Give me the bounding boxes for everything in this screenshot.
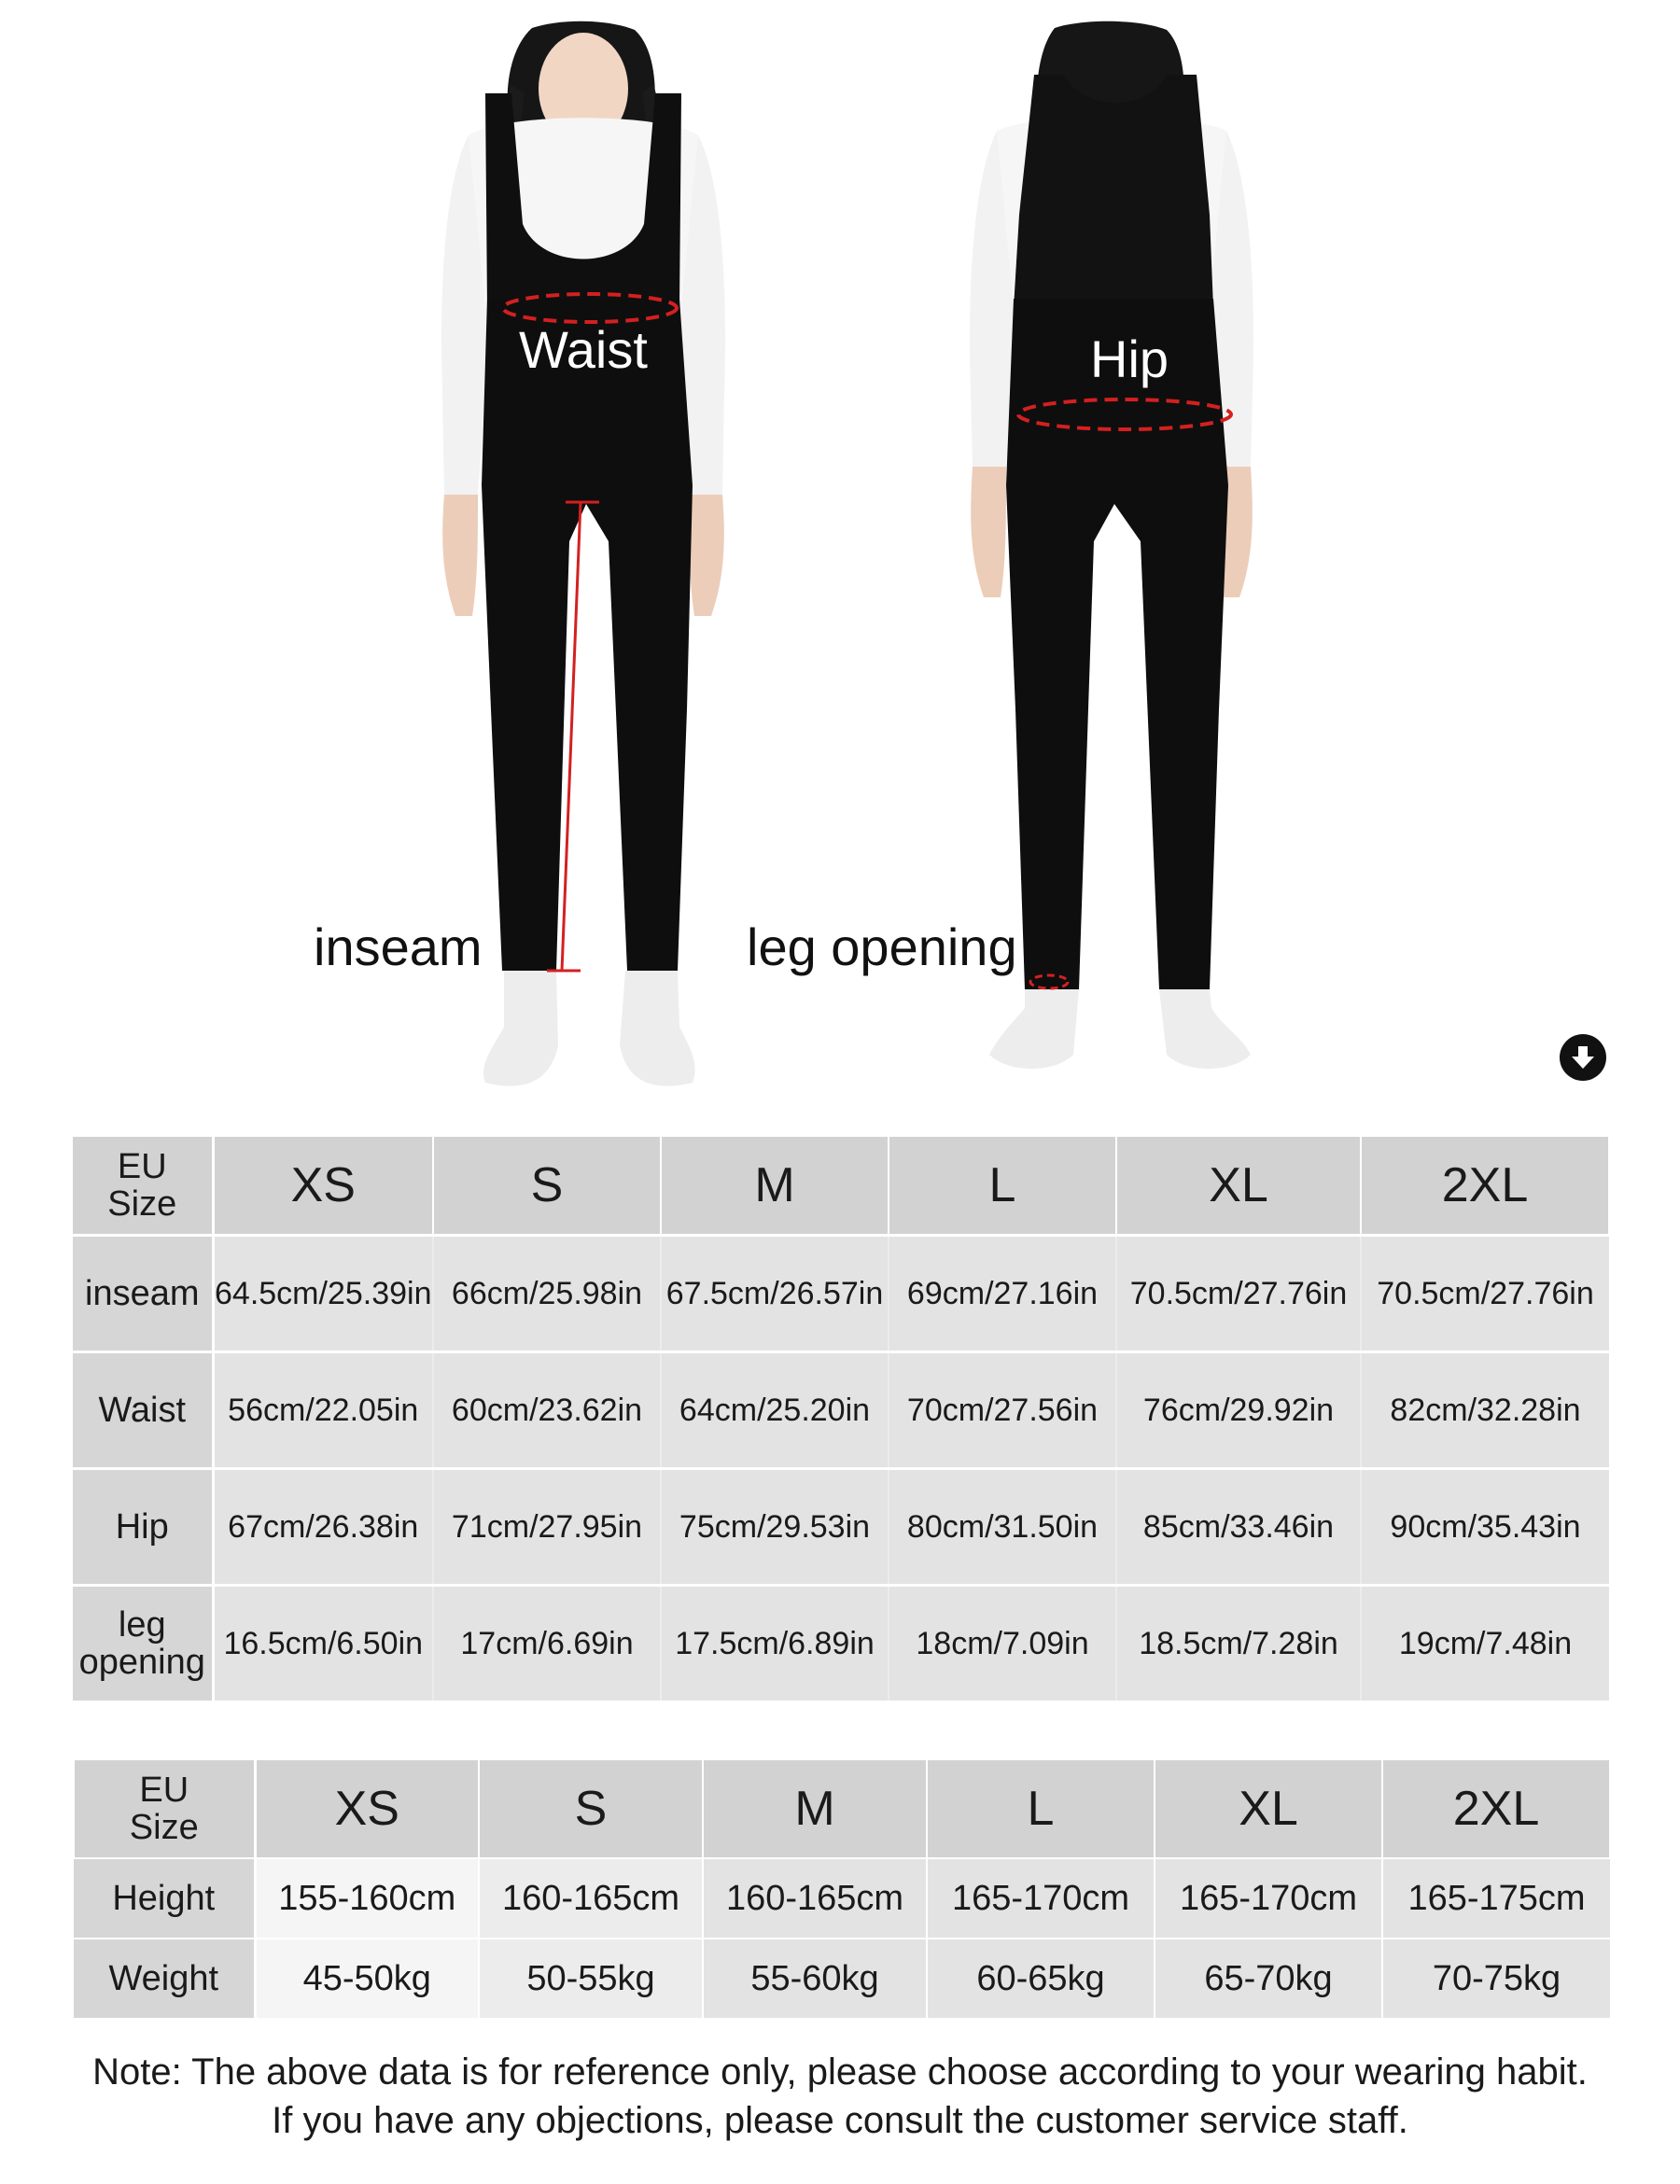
table-cell: 64.5cm/25.39in (213, 1236, 433, 1352)
size-header: 2XL (1361, 1137, 1609, 1236)
eu-size-header-text: EU Size (129, 1771, 199, 1847)
waist-label: Waist (519, 320, 648, 379)
table-cell: 67.5cm/26.57in (661, 1236, 889, 1352)
back-view-figure (970, 21, 1253, 1069)
leg-opening-label: leg opening (747, 917, 1017, 976)
table-row (74, 1858, 1610, 1939)
row-label: Waist (73, 1352, 213, 1469)
table-row (73, 1469, 1609, 1586)
table-cell: 60-65kg (927, 1939, 1155, 2018)
arrow-down-circle-icon (1567, 1042, 1599, 1073)
table-cell: 70-75kg (1382, 1939, 1610, 2018)
table-cell: 18cm/7.09in (889, 1586, 1116, 1701)
row-label: Weight (74, 1939, 255, 2018)
table-cell: 70.5cm/27.76in (1361, 1236, 1609, 1352)
size-header: XL (1155, 1760, 1382, 1858)
size-header: S (433, 1137, 661, 1236)
table-cell: 80cm/31.50in (889, 1469, 1116, 1586)
height-weight-size-table (73, 1760, 1611, 2018)
table-cell: 90cm/35.43in (1361, 1469, 1609, 1586)
table-row (73, 1352, 1609, 1469)
table-cell: 71cm/27.95in (433, 1469, 661, 1586)
table-row (73, 1236, 1609, 1352)
table-header-row (74, 1760, 1610, 1858)
table-cell: 60cm/23.62in (433, 1352, 661, 1469)
size-header: L (927, 1760, 1155, 1858)
size-header: M (703, 1760, 927, 1858)
table-cell: 17cm/6.69in (433, 1586, 661, 1701)
table-cell: 66cm/25.98in (433, 1236, 661, 1352)
table-cell: 56cm/22.05in (213, 1352, 433, 1469)
table-cell: 16.5cm/6.50in (213, 1586, 433, 1701)
table-cell: 165-170cm (1155, 1858, 1382, 1939)
eu-size-header-text: EU Size (107, 1147, 177, 1224)
row-label: Height (74, 1858, 255, 1939)
row-label-text: leg opening (78, 1605, 205, 1682)
size-header: M (661, 1137, 889, 1236)
table-cell: 76cm/29.92in (1116, 1352, 1361, 1469)
table-header-row (73, 1137, 1609, 1236)
eu-size-header (74, 1760, 255, 1858)
hip-label: Hip (1090, 329, 1169, 388)
size-header: 2XL (1382, 1760, 1610, 1858)
download-button[interactable] (1560, 1034, 1606, 1081)
table-cell: 55-60kg (703, 1939, 927, 2018)
table-cell: 45-50kg (255, 1939, 479, 2018)
row-label: inseam (73, 1236, 213, 1352)
size-header: XS (213, 1137, 433, 1236)
table-cell: 82cm/32.28in (1361, 1352, 1609, 1469)
table-cell: 17.5cm/6.89in (661, 1586, 889, 1701)
table-cell: 155-160cm (255, 1858, 479, 1939)
table-row (74, 1939, 1610, 2018)
table-cell: 75cm/29.53in (661, 1469, 889, 1586)
size-header: XL (1116, 1137, 1361, 1236)
table-row (73, 1586, 1609, 1701)
row-label: Hip (73, 1469, 213, 1586)
table-cell: 50-55kg (479, 1939, 703, 2018)
table-cell: 69cm/27.16in (889, 1236, 1116, 1352)
size-header: L (889, 1137, 1116, 1236)
eu-size-header (73, 1137, 213, 1236)
note-line-1: Note: The above data is for reference only, please choose according to your wearing habit. (92, 2051, 1588, 2093)
reference-note (0, 2048, 1680, 2145)
row-label (73, 1586, 213, 1701)
table-cell: 165-175cm (1382, 1858, 1610, 1939)
table-cell: 67cm/26.38in (213, 1469, 433, 1586)
note-line-2: If you have any objections, please consult the customer service staff. (272, 2100, 1408, 2141)
table-cell: 70.5cm/27.76in (1116, 1236, 1361, 1352)
size-header: XS (255, 1760, 479, 1858)
table-cell: 18.5cm/7.28in (1116, 1586, 1361, 1701)
table-cell: 19cm/7.48in (1361, 1586, 1609, 1701)
table-cell: 160-165cm (703, 1858, 927, 1939)
table-cell: 70cm/27.56in (889, 1352, 1116, 1469)
measurement-size-table (73, 1137, 1610, 1701)
size-header: S (479, 1760, 703, 1858)
table-cell: 85cm/33.46in (1116, 1469, 1361, 1586)
table-cell: 64cm/25.20in (661, 1352, 889, 1469)
front-view-figure (441, 21, 725, 1086)
inseam-label: inseam (314, 917, 483, 976)
table-cell: 65-70kg (1155, 1939, 1382, 2018)
table-cell: 160-165cm (479, 1858, 703, 1939)
table-cell: 165-170cm (927, 1858, 1155, 1939)
